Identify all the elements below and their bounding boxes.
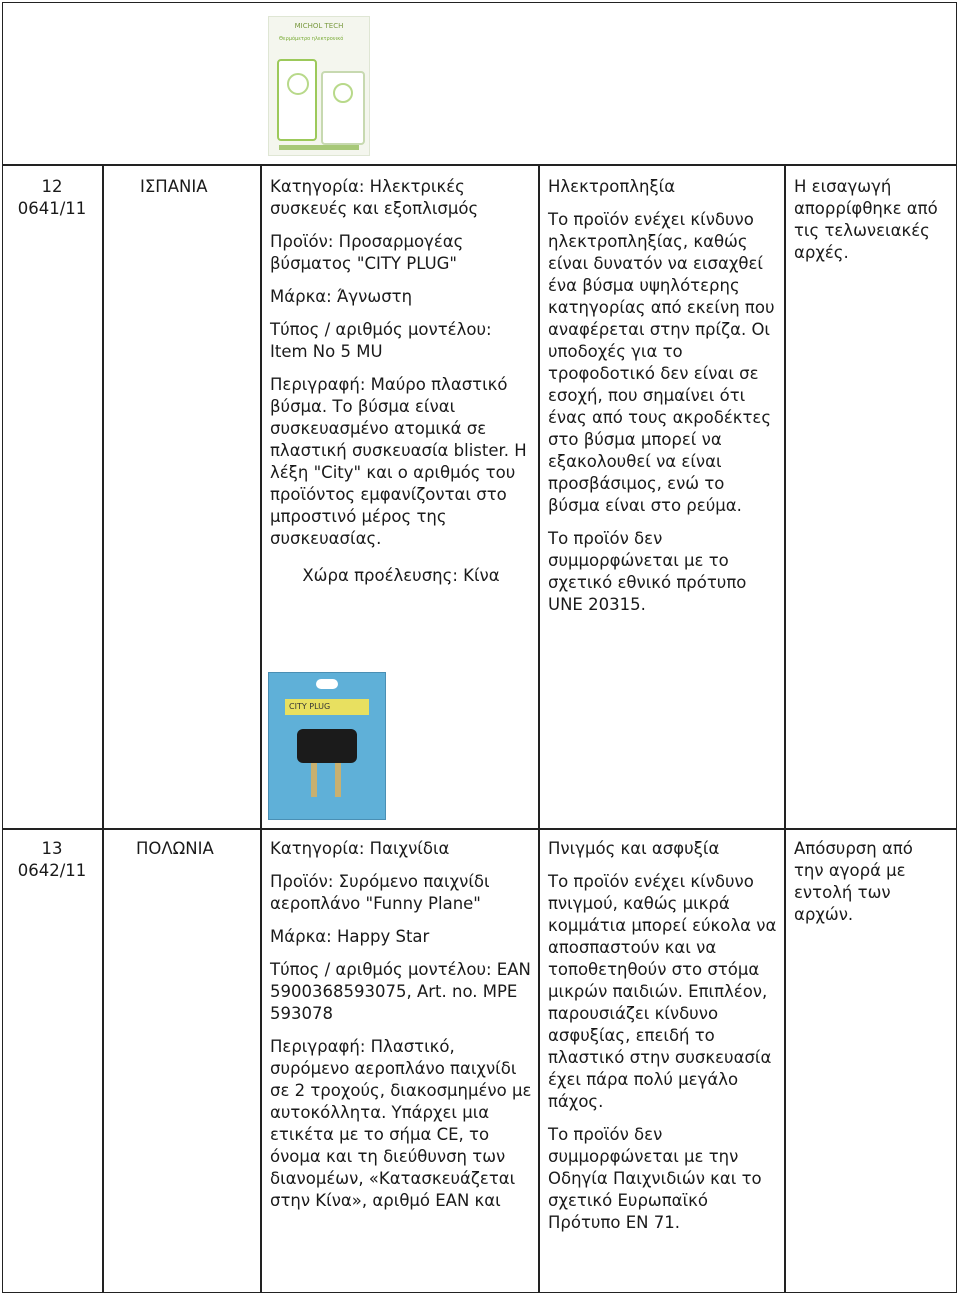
product-photo-city-plug [268,672,386,820]
plug-body [297,729,357,763]
thermometer-device-left [277,59,317,141]
row-number [4,176,100,220]
package-caption: Θερμόμετρο ηλεκτρονικό [279,36,344,42]
measures-cell [794,176,944,275]
risk-compliance: Το προϊόν δεν συμμορφώνεται με το σχετικό εθνικό πρότυπο UNE 20315. [548,529,747,614]
package-footer-bar [279,145,359,150]
plug-pin-right [335,763,341,797]
row-divider [2,828,957,830]
entry-reference: 0642/11 [17,861,87,880]
row-number [4,838,100,882]
package-hang-hole [316,679,338,689]
col-divider [102,164,104,1293]
product-brand: Μάρκα: Άγνωστη [270,287,413,306]
country-name: ΙΣΠΑΝΙΑ [140,177,208,196]
measures-text: Απόσυρση από την αγορά με εντολή των αρχών. [794,839,913,924]
product-cell [270,176,532,598]
product-photo-thermometer [268,16,370,156]
product-model: Τύπος / αριθμός μοντέλου: EAN 5900368593075, Art. no. MPE 593078 [270,960,531,1023]
col-divider [538,164,540,1293]
measures-cell [794,838,944,937]
risk-title: Πνιγμός και ασφυξία [548,839,720,858]
package-label-strip [285,699,369,715]
device-display [333,83,353,103]
product-cell [270,838,532,1223]
col-divider [260,164,262,1293]
entry-number: 12 [41,177,63,196]
country-cell [140,176,258,198]
risk-description: Το προϊόν ενέχει κίνδυνο ηλεκτροπληξίας, καθώς είναι δυνατόν να εισαχθεί ένα βύσμα υψηλότερης κατηγορίας από εκείνη που αναφέρεται στην πρίζα. Οι υποδοχές για το τροφοδοτικό δεν είναι σε εσοχή, που σημαίνει ότι ένας από τους ακροδέκτες στο βύσμα μπορεί να εξακολουθεί να είναι προσβάσιμος, ενώ το βύσμα είναι στο ρεύμα. [548,210,775,515]
col-divider [784,164,786,1293]
row-divider [2,164,957,166]
product-model: Τύπος / αριθμός μοντέλου: Item No 5 MU [270,320,492,361]
plug-pin-left [311,763,317,797]
device-display [287,73,309,95]
entry-number: 13 [41,839,63,858]
thermometer-device-right [321,71,365,145]
country-cell [136,838,258,860]
product-description: Περιγραφή: Πλαστικό, συρόμενο αεροπλάνο παιχνίδι σε 2 τροχούς, διακοσμημένο με αυτοκόλλητα. Υπάρχει μια ετικέτα με το σήμα CE, το όνομα και τη διεύθυνση των διανομέων, «Κατασκευάζεται στην Κίνα», αριθμό EAN και [270,1037,532,1210]
product-category: Κατηγορία: Παιχνίδια [270,839,450,858]
risk-cell [548,176,780,627]
measures-text: Η εισαγωγή απορρίφθηκε από τις τελωνειακές αρχές. [794,177,938,262]
entry-reference: 0641/11 [17,199,87,218]
product-name: Προϊόν: Προσαρμογέας βύσματος "CITY PLUG" [270,232,464,273]
product-brand: Μάρκα: Happy Star [270,927,430,946]
risk-title: Ηλεκτροπληξία [548,177,676,196]
product-category: Κατηγορία: Ηλεκτρικές συσκευές και εξοπλισμός [270,177,479,218]
risk-cell [548,838,780,1245]
product-description: Περιγραφή: Μαύρο πλαστικό βύσμα. Το βύσμα είναι συσκευασμένο ατομικά σε πλαστική συσκευασία blister. Η λέξη "City" και ο αριθμός του προϊόντος εμφανίζονται στο μπροστινό μέρος της συσκευασίας. [270,375,527,548]
risk-description: Το προϊόν ενέχει κίνδυνο πνιγμού, καθώς μικρά κομμάτια μπορεί εύκολα να αποσπαστούν και να τοποθετηθούν στο στόμα μικρών παιδιών. Επιπλέον, παρουσιάζει κίνδυνο ασφυξίας, επειδή το πλαστικό στην συσκευασία έχει πάρα πολύ μεγάλο πάχος. [548,872,777,1111]
product-origin: Χώρα προέλευσης: Κίνα [302,566,500,585]
package-label-text: CITY PLUG [289,702,331,711]
package-header: MICHOL TECH [294,22,344,30]
product-name: Προϊόν: Συρόμενο παιχνίδι αεροπλάνο "Funny Plane" [270,872,490,913]
country-name: ΠΟΛΩΝΙΑ [136,839,214,858]
risk-compliance: Το προϊόν δεν συμμορφώνεται με την Οδηγία Παιχνιδιών και το σχετικό Ευρωπαϊκό Πρότυπο EN 71. [548,1125,762,1232]
